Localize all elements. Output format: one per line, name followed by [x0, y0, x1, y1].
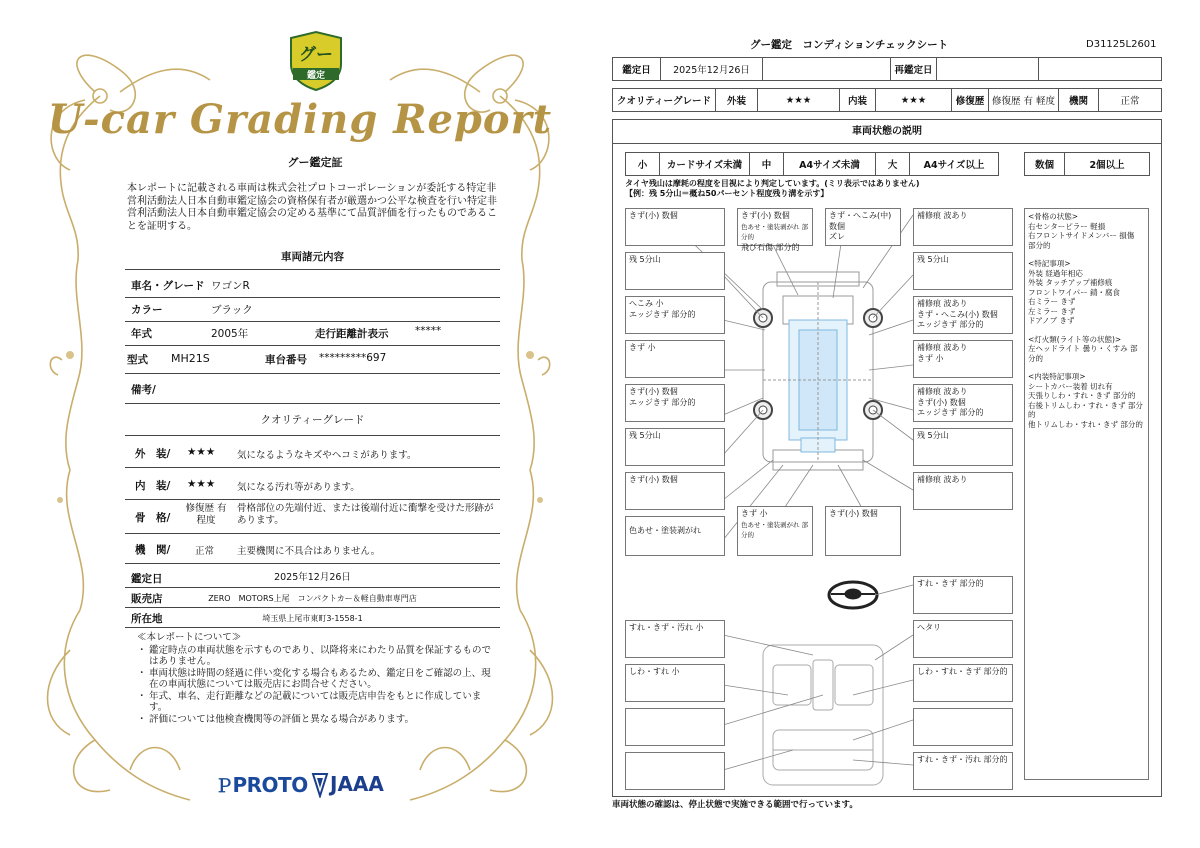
- dealer-label: 販売店: [131, 593, 163, 605]
- size-small-label: 小: [626, 153, 660, 175]
- badge-top-text: グー: [299, 45, 333, 65]
- condition-text: すれ・きず・汚れ 部分的: [917, 755, 1008, 764]
- condition-box-tire-front-right: [913, 252, 1013, 290]
- model-value: MH21S: [171, 352, 210, 365]
- size-large-label: 大: [876, 153, 910, 175]
- repair-value: 修復歴 有 軽度: [989, 89, 1059, 111]
- notes-line: 左ヘッドライト 曇り・くすみ 部分的: [1028, 344, 1138, 363]
- interior-label: 内装: [840, 89, 876, 111]
- notes-line: 外装 タッチアップ補修痕: [1028, 278, 1113, 287]
- condition-text: へこみ 小: [629, 299, 664, 308]
- specs-section-title: 車両諸元内容: [125, 248, 500, 270]
- condition-text: 色あせ・塗装剥がれ: [629, 526, 701, 535]
- condition-text: エッジきず 部分的: [917, 320, 984, 329]
- notes-line: 左ミラー きず: [1028, 306, 1076, 316]
- goo-appraisal-badge: [285, 30, 347, 92]
- condition-text: きず・へこみ(中) 数個: [829, 211, 892, 231]
- document-id: D31125L2601: [1086, 39, 1157, 50]
- condition-box-right-front-door: [913, 340, 1013, 378]
- condition-text: 補修痕 波あり: [917, 211, 968, 220]
- count-desc: 2個以上: [1089, 160, 1125, 171]
- condition-box-front-right: [913, 208, 1013, 246]
- condition-box-right-fender: [913, 296, 1013, 334]
- engine-label: 機 関/: [135, 544, 171, 556]
- notes-line: 右センターピラー 軽損: [1028, 221, 1106, 231]
- condition-check-sheet: [600, 0, 1200, 848]
- engine-desc: 主要機関に不具合はありません。: [237, 546, 381, 557]
- condition-box-left-fender: [625, 296, 725, 334]
- address-label: 所在地: [131, 613, 163, 625]
- condition-box-left-rear-door: [625, 384, 725, 422]
- proto-logo: [215, 772, 308, 798]
- date-value: 2025年12月26日: [661, 58, 763, 80]
- dealer-row: [125, 588, 500, 608]
- engine-label: 機関: [1059, 89, 1099, 111]
- notes-heading: <内装特記事項>: [1028, 372, 1086, 381]
- condition-text: エッジきず 部分的: [629, 397, 696, 407]
- notes-heading: <特記事項>: [1028, 259, 1071, 268]
- chassis-label: 車台番号: [265, 354, 307, 366]
- condition-box-right-rear-door: [913, 384, 1013, 422]
- condition-text: 補修痕 波あり: [917, 343, 968, 352]
- interior-grade-row: [125, 468, 500, 500]
- notes-heading: <灯火類(ライト等の状態)>: [1028, 334, 1122, 344]
- dealer-value: ZERO MOTORS上尾 コンパクトカー＆軽自動車専門店: [208, 594, 417, 603]
- condition-text: きず(小) 数個: [741, 211, 790, 220]
- count-label: 数個: [1025, 153, 1065, 175]
- exterior-stars: ★★★: [187, 446, 216, 458]
- size-small-desc: カードサイズ未満: [660, 153, 750, 175]
- car-name-value: ワゴンR: [211, 280, 250, 292]
- car-name-row: [125, 274, 500, 298]
- interior-stars: ★★★: [187, 478, 216, 490]
- lights-notes: [1028, 335, 1145, 364]
- grade-table: [612, 88, 1162, 112]
- condition-text: きず 小: [629, 343, 656, 352]
- condition-text: 色あせ・塗装剥がれ 部分的: [741, 222, 809, 241]
- exterior-label: 外 装/: [135, 448, 171, 460]
- color-row: [125, 298, 500, 322]
- exterior-desc: 気になるようなキズやヘコミがあります。: [237, 450, 417, 461]
- interior-box-right-trim: [913, 664, 1013, 702]
- report-title: U-car Grading Report: [47, 96, 553, 143]
- interior-notes: [1028, 372, 1145, 429]
- color-value: ブラック: [211, 304, 253, 316]
- special-notes: [1028, 259, 1145, 326]
- notes-heading: <骨格の状態>: [1028, 212, 1079, 221]
- interior-value: ★★★: [876, 89, 952, 111]
- certificate-title: グー鑑定証: [287, 156, 343, 169]
- model-row: [125, 346, 500, 374]
- report-notes: [137, 632, 497, 725]
- repair-label: 修復歴: [952, 89, 989, 111]
- tire-note-line: タイヤ残山は摩耗の程度を目視により判定しています。(ミリ表示ではありません): [625, 179, 920, 188]
- notes-line: シートカバー装着 切れ有: [1028, 381, 1113, 391]
- notes-line: 他トリムしわ・すれ・きず 部分的: [1028, 419, 1143, 429]
- proto-logo-mark-icon: Ｐ: [215, 776, 233, 797]
- notes-line: 外装 経過年相応: [1028, 268, 1083, 278]
- size-large-desc: A4サイズ以上: [923, 160, 985, 171]
- year-row: [125, 322, 500, 346]
- condition-box-right-rear-panel: [913, 472, 1013, 510]
- chassis-value: *********697: [319, 352, 387, 364]
- condition-text: きず(小) 数個: [829, 509, 878, 518]
- interior-box-passenger-seat: [625, 664, 725, 702]
- jaaa-logo: JAAA: [330, 772, 384, 796]
- condition-text: きず 小: [741, 509, 768, 518]
- condition-text: きず 小: [917, 353, 944, 363]
- note-item: ・ 鑑定時点の車両状態を示すものであり、以降将来にわたり品質を保証するものではありません。: [137, 645, 497, 668]
- re-date-extra: [1039, 58, 1161, 80]
- address-row: [125, 608, 500, 628]
- size-mid-label: 中: [750, 153, 784, 175]
- condition-text: きず(小) 数個: [629, 475, 678, 484]
- frame-label: 骨 格/: [135, 512, 171, 524]
- certificate-text: 本レポートに記載される車両は株式会社プロトコーポレーションが委託する特定非営利活動法人日本自動車鑑定協会の資格保有者が厳選かつ公平な検査を行い特定非営利活動法人日本自動車鑑定協会の定める基準にて品質評価を行ったものであることを証明する。: [127, 183, 497, 232]
- condition-text: 残 5分山: [917, 431, 949, 440]
- proto-logo-text: PROTO: [232, 773, 308, 797]
- interior-diagram: [763, 645, 883, 785]
- date-value: 2025年12月26日: [274, 572, 351, 583]
- exterior-value: ★★★: [758, 89, 840, 111]
- interior-box-steering: [913, 576, 1013, 614]
- note-item: ・ 評価については他検査機関等の評価と異なる場合があります。: [137, 714, 497, 726]
- interior-label: 内 装/: [135, 480, 171, 492]
- address-value: 埼玉県上尾市東町3-1558-1: [262, 614, 363, 623]
- sheet-title: グー鑑定 コンディションチェックシート: [750, 39, 949, 51]
- frame-value: 修復歴 有 程度: [185, 503, 227, 526]
- color-label: カラー: [131, 304, 163, 316]
- interior-box-rear-right: [913, 752, 1013, 790]
- condition-text: すれ・きず・汚れ 小: [629, 623, 704, 632]
- note-item: ・ 車両状態は時間の経過に伴い変化する場合もあるため、鑑定日をご確認の上、現在の車両状態については販売店にお問合せください。: [137, 668, 497, 691]
- condition-text: エッジきず 部分的: [917, 408, 984, 417]
- condition-text: きず・へこみ(小) 数個: [917, 309, 998, 319]
- condition-text: 補修痕 波あり: [917, 387, 968, 396]
- date-label: 鑑定日: [131, 573, 163, 585]
- exterior-label: 外装: [716, 89, 758, 111]
- tire-note-line: 【例：残 5分山＝概ね50パーセント程度残り溝を示す】: [625, 189, 829, 198]
- frame-desc: 骨格部位の先端付近、または後端付近に衝撃を受けた形跡があります。: [237, 503, 494, 526]
- size-mid-desc: A4サイズ未満: [784, 153, 876, 175]
- date-table: [612, 57, 1162, 81]
- notes-line: 天張りしわ・すれ・きず 部分的: [1028, 391, 1136, 400]
- note-item: ・ 年式、車名、走行距離などの記載については販売店申告をもとに作成しています。: [137, 691, 497, 714]
- mileage-label: 走行距離計表示: [315, 328, 389, 340]
- year-label: 年式: [131, 328, 152, 340]
- condition-box-rear-bumper: [825, 506, 901, 556]
- car-name-label: 車名・グレード: [131, 280, 205, 292]
- grade-label: クオリティーグレード: [613, 89, 716, 111]
- notes-line: 右後トリムしわ・すれ・きず 部分的: [1028, 400, 1143, 419]
- notes-line: フロントワイパー 錆・腐食: [1028, 287, 1121, 297]
- notes-line: 部分的: [1028, 240, 1051, 250]
- condition-text: 色あせ・塗装剥がれ 部分的: [741, 520, 809, 539]
- engine-grade-row: [125, 534, 500, 564]
- mileage-value: *****: [415, 325, 442, 337]
- condition-box-bonnet: [737, 208, 813, 252]
- date-label: 鑑定日: [613, 58, 661, 80]
- condition-box-front-left: [625, 208, 725, 246]
- inspection-notes-panel: [1024, 208, 1149, 780]
- condition-text: 飛び石傷 部分的: [741, 242, 800, 252]
- notes-line: ドアノブ きず: [1028, 316, 1075, 325]
- quality-section-title: クオリティーグレード: [125, 404, 500, 436]
- steering-wheel-icon: [829, 582, 877, 608]
- interior-box-rear-left: [625, 752, 725, 790]
- re-date-label: 再鑑定日: [891, 58, 937, 80]
- remarks-row: [125, 374, 500, 404]
- engine-value: 正常: [1120, 96, 1140, 107]
- condition-text: 残 5分山: [629, 431, 661, 440]
- condition-box-rear-gate: [737, 506, 813, 556]
- notes-line: 右フロントサイドメンバー 損傷: [1028, 231, 1135, 240]
- interior-box-driver-seat: [913, 620, 1013, 658]
- year-value: 2005年: [211, 328, 249, 340]
- badge-bottom-text: 鑑定: [306, 71, 326, 81]
- vehicle-condition-frame: [612, 119, 1162, 797]
- notes-title: ≪本レポートについて≫: [137, 632, 242, 643]
- interior-desc: 気になる汚れ等があります。: [237, 482, 360, 493]
- notes-line: 右ミラー きず: [1028, 297, 1076, 306]
- jaaa-mark-icon: [311, 772, 329, 798]
- condition-text: 残 5分山: [917, 255, 949, 264]
- condition-text: しわ・すれ 小: [629, 667, 680, 676]
- condition-text: ズレ: [829, 232, 845, 241]
- footer-note: 車両状態の確認は、停止状態で実施できる範囲で行っています。: [612, 800, 858, 810]
- re-date-value: [937, 58, 1039, 80]
- frame-notes: [1028, 212, 1145, 250]
- interior-box-center: [913, 708, 1013, 746]
- condition-box-left-front-door: [625, 340, 725, 378]
- date-row: [125, 566, 500, 588]
- condition-text: すれ・きず 部分的: [917, 579, 984, 588]
- interior-box-ceiling: [625, 620, 725, 658]
- condition-text: きず(小) 数個: [917, 397, 966, 407]
- condition-box-tire-front-left: [625, 252, 725, 290]
- condition-text: 残 5分山: [629, 255, 661, 264]
- condition-text: 補修痕 波あり: [917, 299, 968, 308]
- condition-description-title: 車両状態の説明: [613, 120, 1161, 144]
- remarks-label: 備考/: [131, 384, 156, 396]
- condition-text: ヘタリ: [917, 623, 941, 632]
- condition-text: エッジきず 部分的: [629, 309, 696, 319]
- model-label: 型式: [127, 354, 148, 366]
- condition-box-tire-rear-left: [625, 428, 725, 466]
- interior-box-left-trim: [625, 708, 725, 746]
- frame-grade-row: [125, 500, 500, 534]
- condition-box-rear-left: [625, 516, 725, 556]
- date-extra: [763, 58, 891, 80]
- condition-box-front-bumper: [825, 208, 901, 246]
- logos: [215, 770, 415, 802]
- condition-text: きず(小) 数個: [629, 387, 678, 396]
- engine-value: 正常: [195, 546, 215, 557]
- condition-text: きず(小) 数個: [629, 211, 678, 220]
- exterior-grade-row: [125, 436, 500, 468]
- condition-text: 補修痕 波あり: [917, 475, 968, 484]
- condition-box-tire-rear-right: [913, 428, 1013, 466]
- condition-box-left-rear-panel: [625, 472, 725, 510]
- condition-text: しわ・すれ・きず 部分的: [917, 667, 1008, 676]
